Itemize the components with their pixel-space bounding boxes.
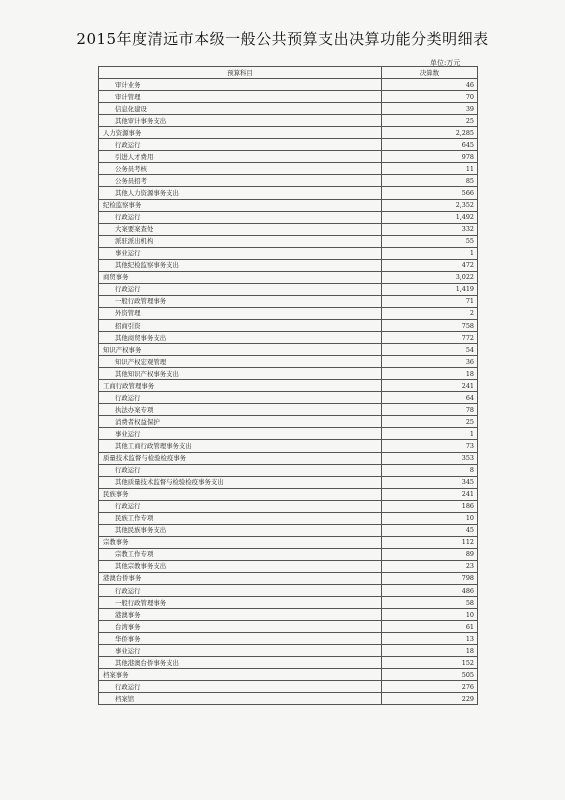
table-row bbox=[99, 151, 478, 163]
table-row bbox=[99, 380, 478, 392]
budget-item-name: 引进人才费用 bbox=[99, 151, 382, 163]
final-amount-value: 1 bbox=[382, 428, 478, 440]
table-row bbox=[99, 259, 478, 271]
table-row bbox=[99, 368, 478, 380]
final-amount-value: 45 bbox=[382, 524, 478, 536]
budget-item-name: 一般行政管理事务 bbox=[99, 597, 382, 609]
budget-item-name: 消费者权益保护 bbox=[99, 416, 382, 428]
table-row bbox=[99, 572, 478, 584]
table-row bbox=[99, 597, 478, 609]
table-row bbox=[99, 669, 478, 681]
budget-item-name: 宗教工作专项 bbox=[99, 548, 382, 560]
budget-item-name: 其他工商行政管理事务支出 bbox=[99, 440, 382, 452]
budget-item-name: 审计业务 bbox=[99, 79, 382, 91]
final-amount-value: 11 bbox=[382, 163, 478, 175]
budget-item-name: 档案馆 bbox=[99, 693, 382, 705]
final-amount-value: 23 bbox=[382, 560, 478, 572]
budget-item-name: 知识产权事务 bbox=[99, 344, 382, 356]
final-amount-value: 345 bbox=[382, 476, 478, 488]
final-amount-value: 55 bbox=[382, 235, 478, 247]
table-row bbox=[99, 488, 478, 500]
table-row bbox=[99, 524, 478, 536]
budget-item-name: 其他人力资源事务支出 bbox=[99, 187, 382, 199]
final-amount-value: 241 bbox=[382, 488, 478, 500]
budget-item-name: 审计管理 bbox=[99, 91, 382, 103]
final-amount-value: 332 bbox=[382, 223, 478, 235]
table-row bbox=[99, 271, 478, 283]
budget-item-name: 宗教事务 bbox=[99, 536, 382, 548]
table-row bbox=[99, 621, 478, 633]
final-amount-value: 85 bbox=[382, 175, 478, 187]
final-amount-value: 54 bbox=[382, 344, 478, 356]
table-row bbox=[99, 211, 478, 223]
final-amount-value: 71 bbox=[382, 295, 478, 307]
table-row bbox=[99, 103, 478, 115]
table-row bbox=[99, 163, 478, 175]
final-amount-value: 1,419 bbox=[382, 283, 478, 295]
table-row bbox=[99, 223, 478, 235]
unit-label: 单位:万元 bbox=[430, 59, 461, 67]
table-row bbox=[99, 392, 478, 404]
final-amount-value: 276 bbox=[382, 681, 478, 693]
table-row bbox=[99, 283, 478, 295]
final-amount-value: 61 bbox=[382, 621, 478, 633]
table-row bbox=[99, 476, 478, 488]
budget-item-name: 行政运行 bbox=[99, 139, 382, 151]
final-amount-value: 2,352 bbox=[382, 199, 478, 211]
final-amount-value: 229 bbox=[382, 693, 478, 705]
table-body bbox=[99, 79, 478, 705]
final-amount-value: 58 bbox=[382, 597, 478, 609]
budget-item-name: 纪检监察事务 bbox=[99, 199, 382, 211]
table-row bbox=[99, 139, 478, 151]
final-amount-value: 772 bbox=[382, 332, 478, 344]
budget-item-name: 商贸事务 bbox=[99, 271, 382, 283]
budget-item-name: 执法办案专项 bbox=[99, 404, 382, 416]
budget-item-name: 华侨事务 bbox=[99, 633, 382, 645]
budget-item-name: 事业运行 bbox=[99, 645, 382, 657]
budget-item-name: 派驻派出机构 bbox=[99, 235, 382, 247]
budget-item-name: 民族工作专项 bbox=[99, 512, 382, 524]
table-row bbox=[99, 404, 478, 416]
final-amount-value: 10 bbox=[382, 512, 478, 524]
table-row bbox=[99, 657, 478, 669]
final-amount-value: 39 bbox=[382, 103, 478, 115]
table-row bbox=[99, 633, 478, 645]
final-amount-value: 353 bbox=[382, 452, 478, 464]
table-row bbox=[99, 416, 478, 428]
table-row bbox=[99, 344, 478, 356]
budget-item-name: 知识产权宏观管理 bbox=[99, 356, 382, 368]
table-row bbox=[99, 356, 478, 368]
budget-item-name: 行政运行 bbox=[99, 283, 382, 295]
table-row bbox=[99, 693, 478, 705]
column-header-budget-item: 预算科目 bbox=[99, 67, 382, 79]
page-title: 2015年度清远市本级一般公共预算支出决算功能分类明细表 bbox=[76, 30, 489, 48]
budget-item-name: 其他民族事务支出 bbox=[99, 524, 382, 536]
table-row bbox=[99, 187, 478, 199]
budget-item-name: 民族事务 bbox=[99, 488, 382, 500]
final-amount-value: 505 bbox=[382, 669, 478, 681]
final-amount-value: 241 bbox=[382, 380, 478, 392]
final-amount-value: 486 bbox=[382, 585, 478, 597]
table-row bbox=[99, 681, 478, 693]
final-amount-value: 1,492 bbox=[382, 211, 478, 223]
final-amount-value: 36 bbox=[382, 356, 478, 368]
final-amount-value: 64 bbox=[382, 392, 478, 404]
final-amount-value: 645 bbox=[382, 139, 478, 151]
table-row bbox=[99, 428, 478, 440]
budget-item-name: 港澳台侨事务 bbox=[99, 572, 382, 584]
budget-item-name: 其他商贸事务支出 bbox=[99, 332, 382, 344]
table-row bbox=[99, 319, 478, 331]
final-amount-value: 73 bbox=[382, 440, 478, 452]
budget-item-name: 行政运行 bbox=[99, 681, 382, 693]
final-amount-value: 2,285 bbox=[382, 127, 478, 139]
final-amount-value: 566 bbox=[382, 187, 478, 199]
table-row bbox=[99, 127, 478, 139]
table-row bbox=[99, 609, 478, 621]
final-amount-value: 18 bbox=[382, 645, 478, 657]
budget-item-name: 一般行政管理事务 bbox=[99, 295, 382, 307]
column-header-final-amount: 决算数 bbox=[382, 67, 478, 79]
budget-item-name: 行政运行 bbox=[99, 211, 382, 223]
budget-item-name: 港澳事务 bbox=[99, 609, 382, 621]
budget-item-name: 其他纪检监察事务支出 bbox=[99, 259, 382, 271]
table-row bbox=[99, 500, 478, 512]
budget-item-name: 其他宗教事务支出 bbox=[99, 560, 382, 572]
final-amount-value: 186 bbox=[382, 500, 478, 512]
table-row bbox=[99, 307, 478, 319]
final-amount-value: 89 bbox=[382, 548, 478, 560]
final-amount-value: 3,022 bbox=[382, 271, 478, 283]
budget-item-name: 其他港澳台侨事务支出 bbox=[99, 657, 382, 669]
final-amount-value: 70 bbox=[382, 91, 478, 103]
final-amount-value: 46 bbox=[382, 79, 478, 91]
final-amount-value: 798 bbox=[382, 572, 478, 584]
budget-item-name: 大案要案查处 bbox=[99, 223, 382, 235]
table-row bbox=[99, 247, 478, 259]
table-row bbox=[99, 536, 478, 548]
table-row bbox=[99, 548, 478, 560]
budget-item-name: 工商行政管理事务 bbox=[99, 380, 382, 392]
budget-item-name: 事业运行 bbox=[99, 428, 382, 440]
final-amount-value: 472 bbox=[382, 259, 478, 271]
final-amount-value: 10 bbox=[382, 609, 478, 621]
final-amount-value: 1 bbox=[382, 247, 478, 259]
budget-item-name: 外资管理 bbox=[99, 307, 382, 319]
final-amount-value: 78 bbox=[382, 404, 478, 416]
final-amount-value: 112 bbox=[382, 536, 478, 548]
budget-item-name: 其他知识产权事务支出 bbox=[99, 368, 382, 380]
table-row bbox=[99, 440, 478, 452]
budget-item-name: 招商引资 bbox=[99, 319, 382, 331]
table-row bbox=[99, 512, 478, 524]
final-amount-value: 18 bbox=[382, 368, 478, 380]
budget-item-name: 台湾事务 bbox=[99, 621, 382, 633]
table-row bbox=[99, 235, 478, 247]
budget-item-name: 事业运行 bbox=[99, 247, 382, 259]
budget-item-name: 公务员招考 bbox=[99, 175, 382, 187]
final-amount-value: 8 bbox=[382, 464, 478, 476]
final-amount-value: 25 bbox=[382, 416, 478, 428]
table-row bbox=[99, 175, 478, 187]
table-row bbox=[99, 452, 478, 464]
table-row bbox=[99, 199, 478, 211]
table-row bbox=[99, 115, 478, 127]
budget-item-name: 档案事务 bbox=[99, 669, 382, 681]
budget-item-name: 行政运行 bbox=[99, 500, 382, 512]
final-amount-value: 25 bbox=[382, 115, 478, 127]
table-row bbox=[99, 645, 478, 657]
table-row bbox=[99, 560, 478, 572]
budget-item-name: 信息化建设 bbox=[99, 103, 382, 115]
table-row bbox=[99, 91, 478, 103]
budget-item-name: 其他质量技术监督与检验检疫事务支出 bbox=[99, 476, 382, 488]
table-row bbox=[99, 332, 478, 344]
budget-item-name: 其他审计事务支出 bbox=[99, 115, 382, 127]
final-amount-value: 978 bbox=[382, 151, 478, 163]
budget-table bbox=[98, 66, 478, 705]
final-amount-value: 152 bbox=[382, 657, 478, 669]
table-row bbox=[99, 464, 478, 476]
budget-item-name: 人力资源事务 bbox=[99, 127, 382, 139]
final-amount-value: 758 bbox=[382, 319, 478, 331]
budget-item-name: 行政运行 bbox=[99, 464, 382, 476]
table-row bbox=[99, 295, 478, 307]
final-amount-value: 13 bbox=[382, 633, 478, 645]
budget-item-name: 行政运行 bbox=[99, 585, 382, 597]
final-amount-value: 2 bbox=[382, 307, 478, 319]
table-header-row bbox=[99, 67, 478, 79]
table-row bbox=[99, 585, 478, 597]
table-row bbox=[99, 79, 478, 91]
budget-item-name: 质量技术监督与检验检疫事务 bbox=[99, 452, 382, 464]
budget-item-name: 行政运行 bbox=[99, 392, 382, 404]
budget-item-name: 公务员考核 bbox=[99, 163, 382, 175]
